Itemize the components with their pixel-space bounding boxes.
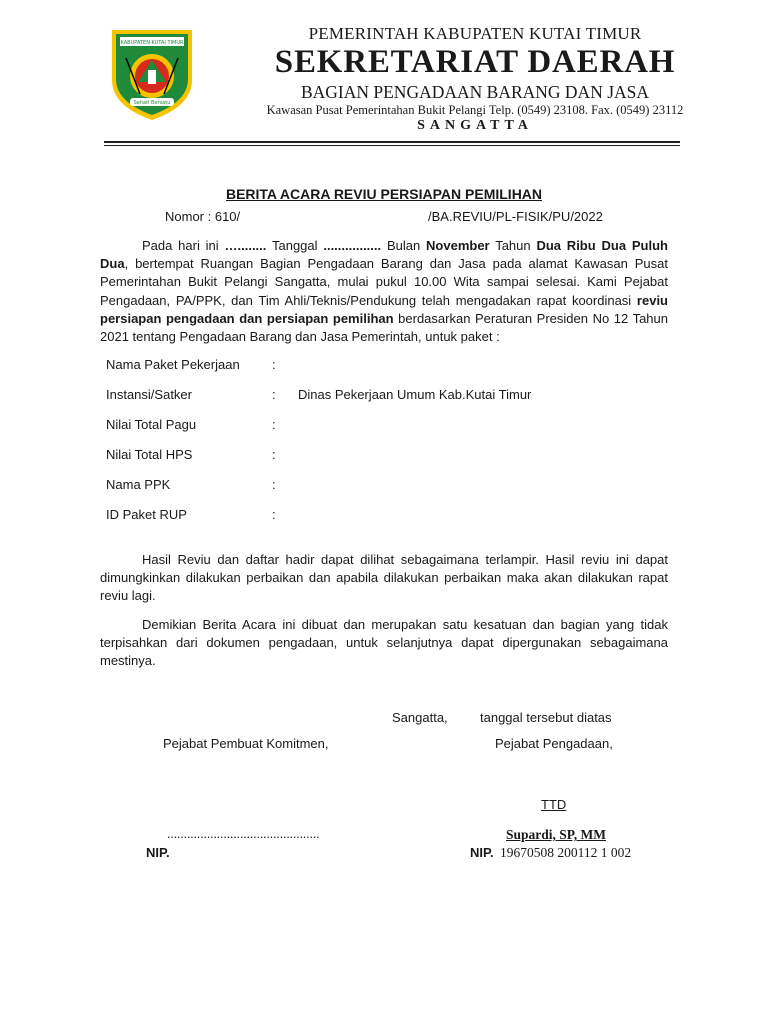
p1-text: Bulan: [381, 238, 427, 253]
header-address: Kawasan Pusat Pemerintahan Bukit Pelangi Telp. (0549) 23108. Fax. (0549) 23112: [266, 103, 684, 117]
left-signatory-name: ..............................................: [167, 826, 320, 841]
field-colon: :: [272, 417, 276, 432]
right-nip-label: NIP.: [470, 845, 494, 860]
document-number-label: Nomor : 610/: [165, 209, 241, 224]
document-title: BERITA ACARA REVIU PERSIAPAN PEMILIHAN: [225, 186, 543, 202]
field-colon: :: [272, 447, 276, 462]
p1-text: Tahun: [489, 238, 537, 253]
opening-paragraph: [100, 237, 668, 346]
right-nip-number: 19670508 200112 1 002: [500, 845, 632, 860]
p1-text: , bertempat Ruangan Bagian Pengadaan Barang dan Jasa pada alamat Kawasan Pusat Pemerintahan Bukit Pelangi Sangatta, mulai pukul 10.00 Wita sampai selesai. Kami Pejabat Pengadaan, PA/PPK, dan Tim Ahli/Teknis/Pendukung telah mengadakan rapat koordinasi: [100, 256, 668, 308]
header-city: SANGATTA: [417, 118, 533, 133]
field-colon: :: [272, 477, 276, 492]
field-label: Nilai Total HPS: [106, 447, 193, 462]
left-nip-label: NIP.: [146, 845, 170, 860]
field-label: ID Paket RUP: [106, 507, 187, 522]
field-value: Dinas Pekerjaan Umum Kab.Kutai Timur: [298, 387, 532, 402]
p1-year: Dua Ribu Dua Puluh Dua: [100, 238, 668, 272]
emblem-motto-text: Sehati Bersatu: [133, 100, 171, 106]
header-divider-thin: [104, 145, 680, 146]
field-label: Nilai Total Pagu: [106, 417, 197, 432]
closing-paragraph: Demikian Berita Acara ini dibuat dan merupakan satu kesatuan dan bagian yang tidak terpisahkan dari dokumen pengadaan, untuk selanjutnya dapat dipergunakan sebagaimana mestinya.: [100, 617, 668, 669]
p1-text: Pada hari ini: [142, 238, 225, 253]
p1-review-phrase: reviu persiapan pengadaan dan persiapan pemilihan: [100, 292, 668, 326]
document-number-suffix: /BA.REVIU/PL-FISIK/PU/2022: [428, 209, 603, 224]
p1-month: November: [426, 238, 490, 253]
signed-mark: TTD: [541, 797, 567, 812]
review-result-paragraph: Hasil Reviu dan daftar hadir dapat dilihat sebagaimana terlampir. Hasil reviu ini dapat dimungkinkan dilakukan perbaikan dan apabila dilakukan perbaikan maka akan dilakukan rapat reviu lagi.: [100, 552, 668, 604]
field-colon: :: [272, 357, 276, 372]
header-divider-thick: [104, 141, 680, 143]
p1-date-blank: ................: [323, 238, 382, 253]
header-government: PEMERINTAH KABUPATEN KUTAI TIMUR: [308, 24, 642, 43]
header-department: BAGIAN PENGADAAN BARANG DAN JASA: [300, 82, 650, 102]
signature-date: tanggal tersebut diatas: [480, 710, 612, 725]
left-signatory-role: Pejabat Pembuat Komitmen,: [163, 736, 329, 751]
field-label: Nama PPK: [106, 477, 171, 492]
header-secretariat: SEKRETARIAT DAERAH: [274, 44, 676, 80]
signature-place: Sangatta,: [392, 710, 448, 725]
p1-text: berdasarkan Peraturan Presiden No 12 Tahun 2021 tentang Pengadaan Barang dan Jasa Pemerintah, untuk paket :: [100, 310, 668, 345]
field-colon: :: [272, 507, 276, 522]
field-colon: :: [272, 387, 276, 402]
kutai-timur-emblem: [104, 24, 200, 122]
emblem-title-text: KABUPATEN KUTAI TIMUR: [120, 40, 184, 46]
p1-day-blank: …........: [224, 238, 267, 253]
p1-text: Tanggal: [266, 238, 324, 253]
field-label: Nama Paket Pekerjaan: [106, 357, 240, 372]
right-signatory-name: Supardi, SP, MM: [506, 827, 607, 842]
right-signatory-role: Pejabat Pengadaan,: [495, 736, 613, 751]
field-label: Instansi/Satker: [106, 387, 192, 402]
